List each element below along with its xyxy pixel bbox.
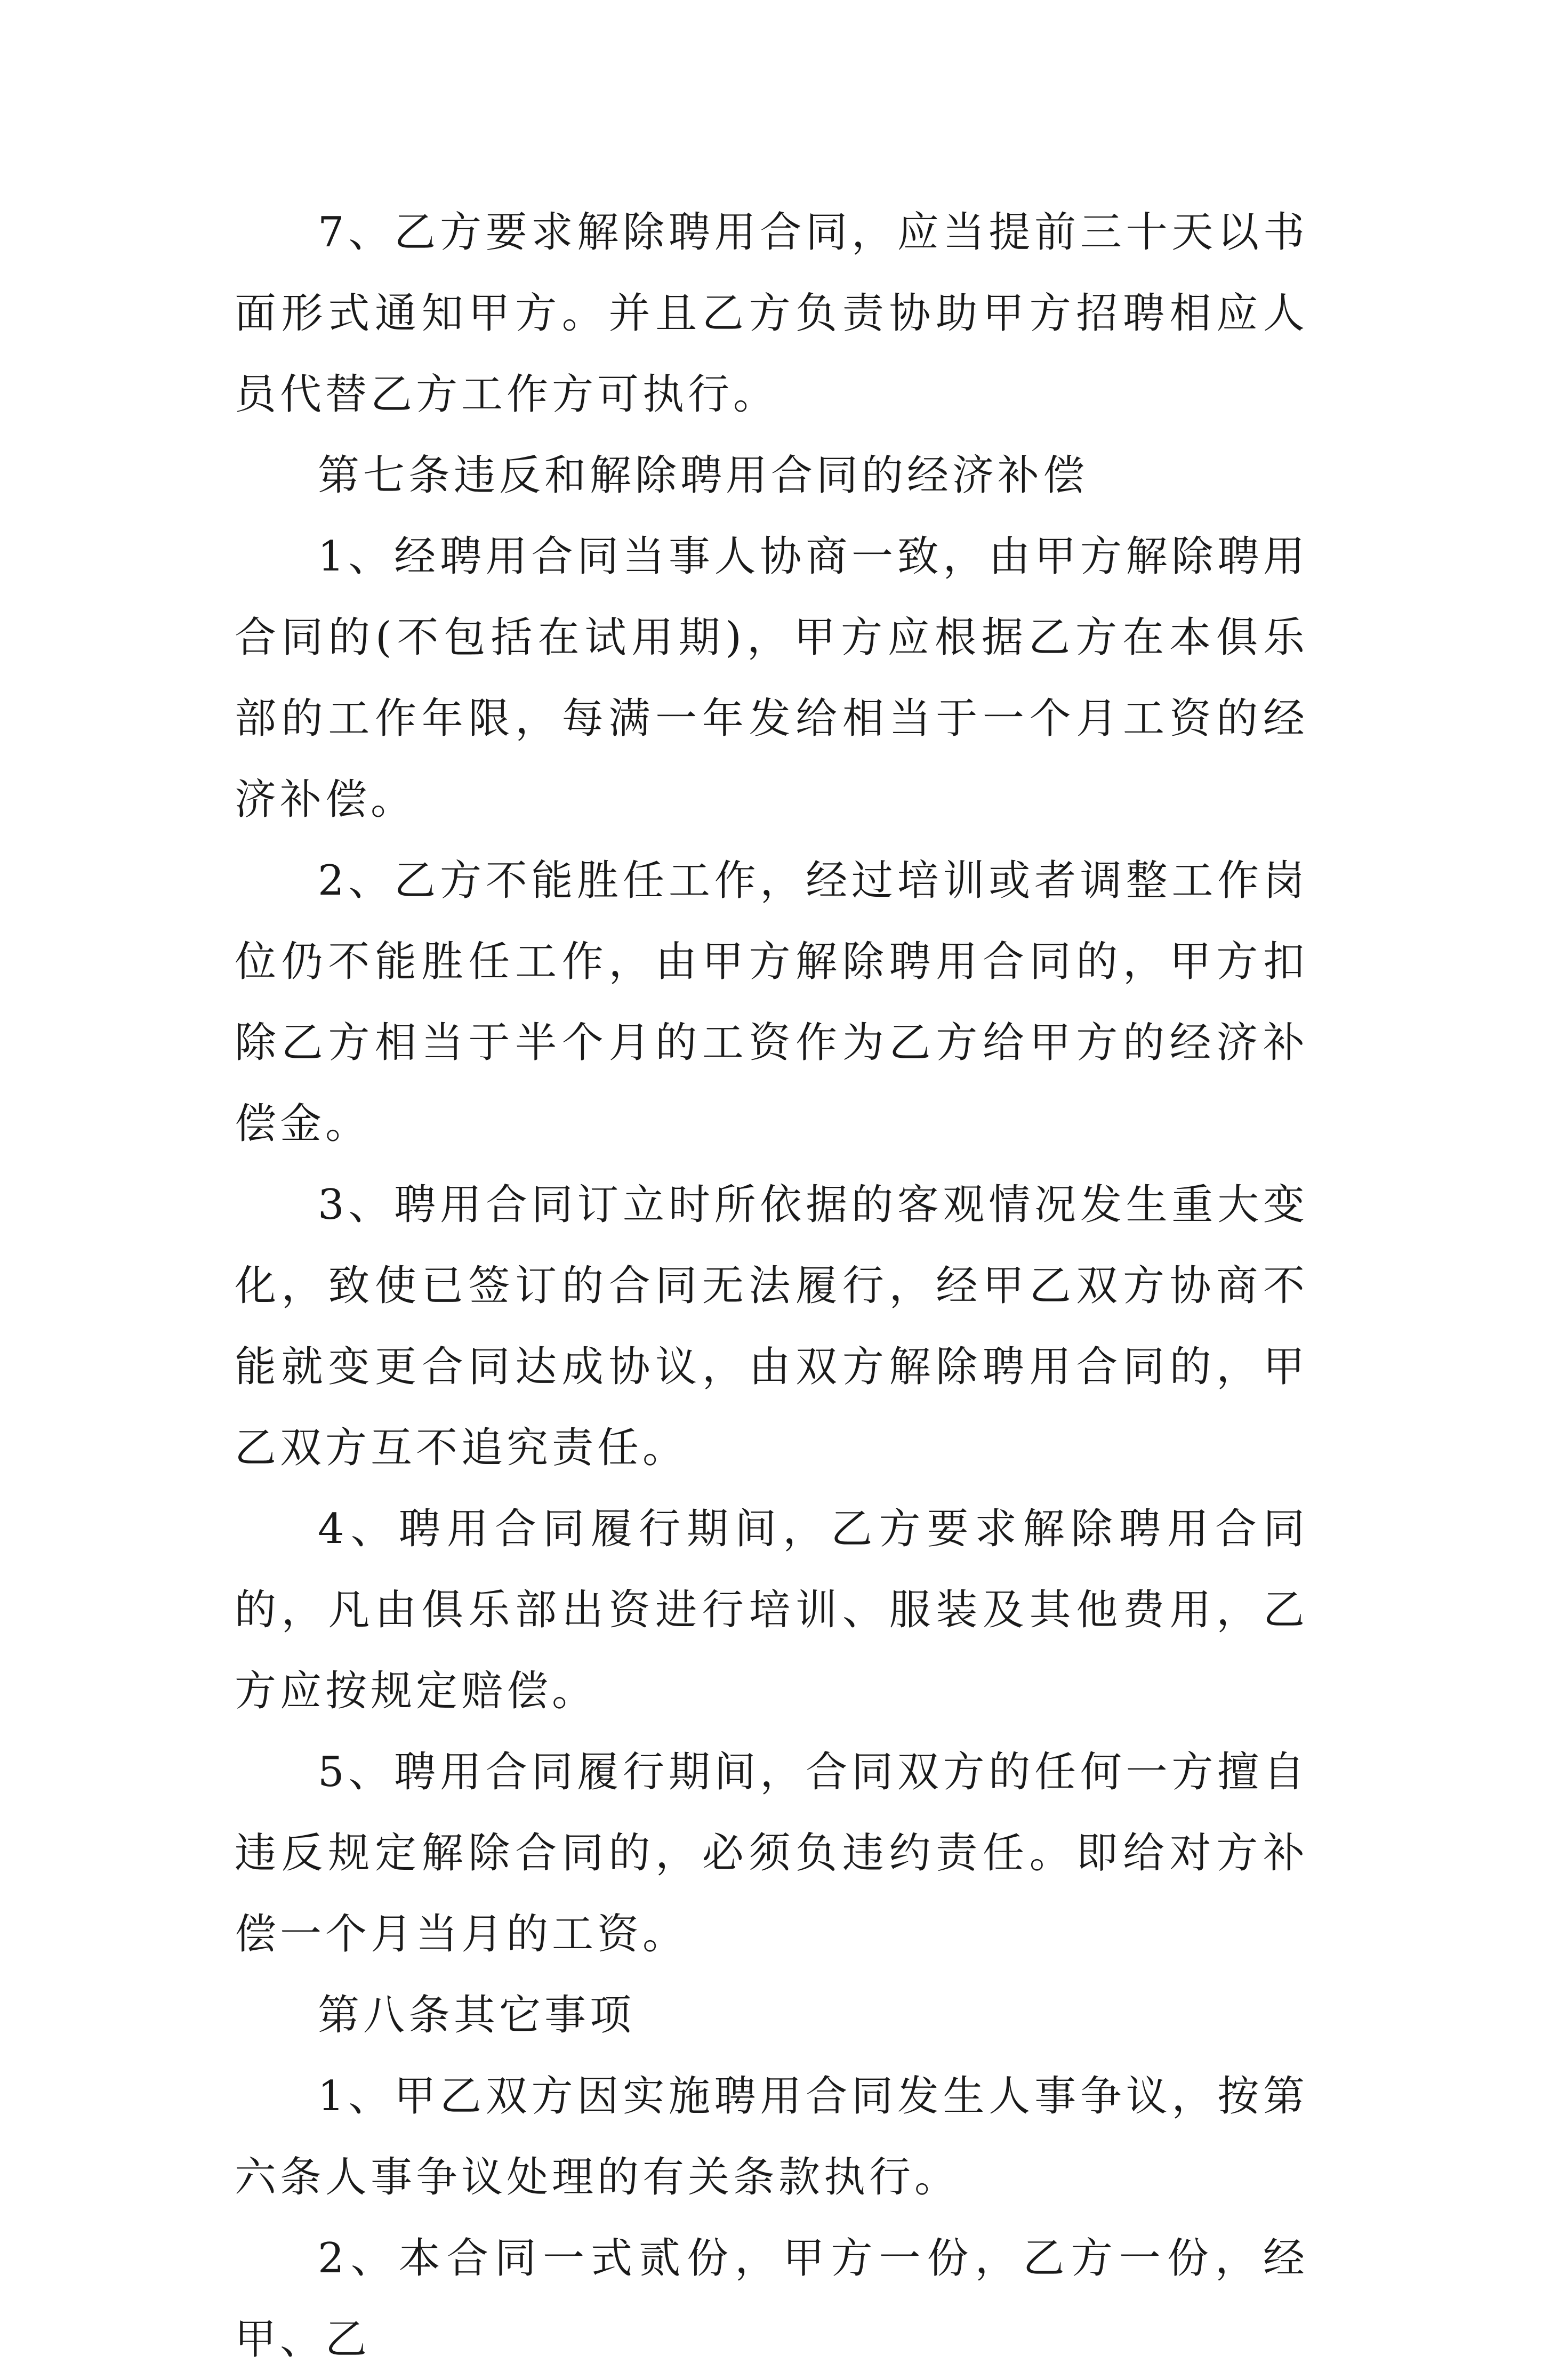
clause-paragraph: 2、本合同一式贰份，甲方一份，乙方一份，经甲、乙 xyxy=(235,2234,1308,2363)
clause-paragraph: 3、聘用合同订立时所依据的客观情况发生重大变化，致使已签订的合同无法履行，经甲乙双方协商不能就变更合同达成协议，由双方解除聘用合同的，甲乙双方互不追究责任。 xyxy=(235,1181,1308,1472)
clause-paragraph: 4、聘用合同履行期间，乙方要求解除聘用合同的，凡由俱乐部出资进行培训、服装及其他费用，乙方应按规定赔偿。 xyxy=(235,1505,1308,1715)
section-heading: 第八条其它事项 xyxy=(318,1991,636,2039)
section-heading: 第七条违反和解除聘用合同的经济补偿 xyxy=(318,452,1089,500)
clause-paragraph: 5、聘用合同履行期间，合同双方的任何一方擅自违反规定解除合同的，必须负违约责任。即给对方补偿一个月当月的工资。 xyxy=(235,1748,1308,1958)
document-body xyxy=(235,192,1308,2380)
clause-paragraph: 7、乙方要求解除聘用合同，应当提前三十天以书面形式通知甲方。并且乙方负责协助甲方招聘相应人员代替乙方工作方可执行。 xyxy=(235,208,1308,419)
clause-paragraph: 1、甲乙双方因实施聘用合同发生人事争议，按第六条人事争议处理的有关条款执行。 xyxy=(235,2072,1308,2201)
clause-paragraph: 1、经聘用合同当事人协商一致，由甲方解除聘用合同的(不包括在试用期)，甲方应根据乙方在本俱乐部的工作年限，每满一年发给相当于一个月工资的经济补偿。 xyxy=(235,533,1308,824)
clause-paragraph: 2、乙方不能胜任工作，经过培训或者调整工作岗位仍不能胜任工作，由甲方解除聘用合同的，甲方扣除乙方相当于半个月的工资作为乙方给甲方的经济补偿金。 xyxy=(235,857,1308,1148)
